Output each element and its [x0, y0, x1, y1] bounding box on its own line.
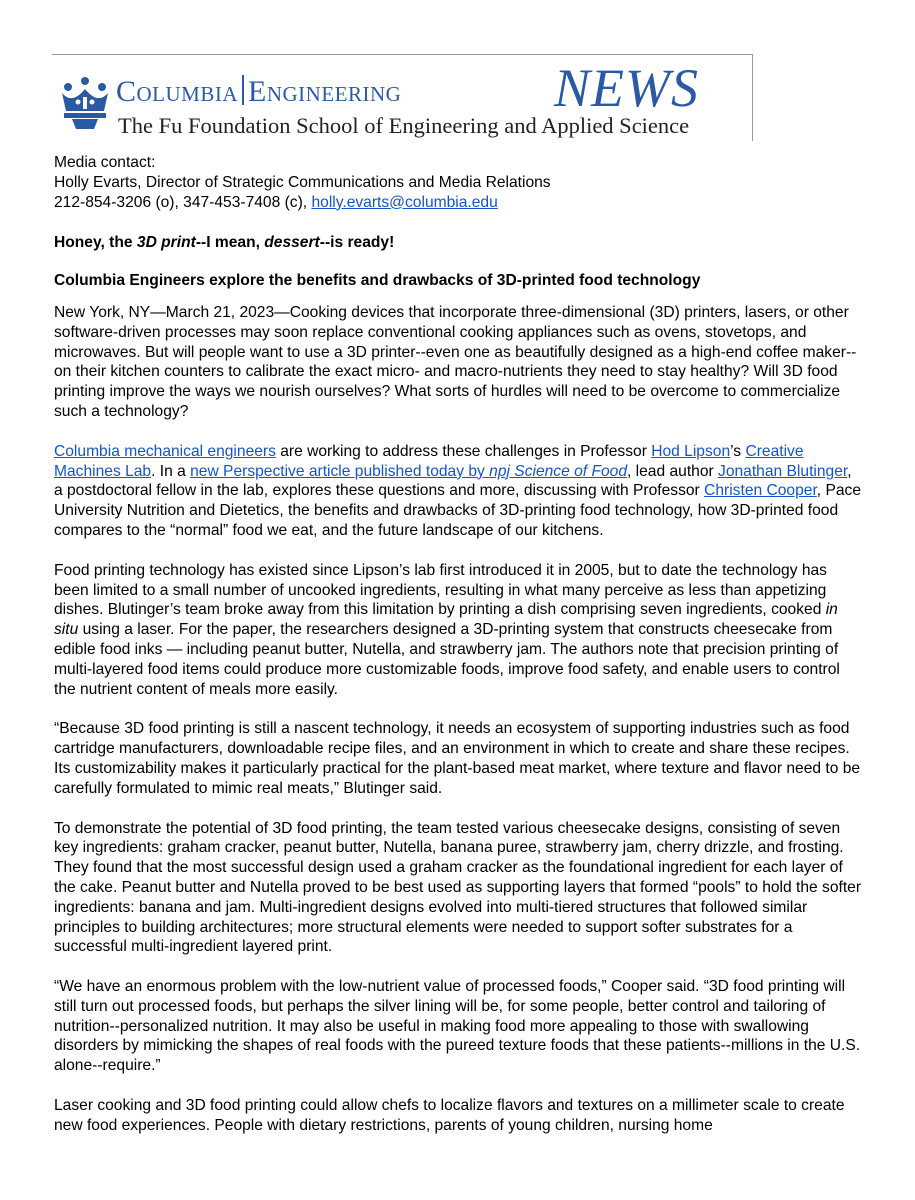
paragraph-intro: New York, NY—March 21, 2023—Cooking devices that incorporate three-dimensional (3D) printers, lasers, or other software-driven processes may soon replace conventional cooking appliances such as ovens, stovetops, and microwaves. But will people want to use a 3D printer--even one as beautifully designed as a high-end coffee maker--on their kitchen counters to calibrate the exact micro- and macro-nutrients they need to stay healthy? Will 3D food printing improve the ways we nourish ourselves? What sorts of hurdles will need to be overcome to commercialize such a technology?: [54, 303, 857, 420]
school-tagline: The Fu Foundation School of Engineering and Applied Science: [118, 113, 690, 138]
paragraph-laser-cooking: Laser cooking and 3D food printing could allow chefs to localize flavors and textures on a millimeter scale to create new food experiences. People with dietary restrictions, parents of young children, nursing home: [54, 1097, 845, 1134]
text-run: using a laser. For the paper, the researchers designed a 3D-printing system that constructs cheesecake from edible food inks — including peanut butter, Nutella, and strawberry jam. The authors note that precision printing of multi-layered food items could produce more customizable foods, improve food safety, and enable users to control the nutrient content of meals more easily.: [54, 621, 840, 698]
text-run: , a postdoctoral fellow in the lab, explores these questions and more, discussing with Professor: [54, 462, 852, 500]
wordmark-engineering: Engineering: [248, 75, 402, 108]
headline-part: --I mean,: [195, 234, 265, 252]
paragraph-blutinger-quote: “Because 3D food printing is still a nascent technology, it needs an ecosystem of supporting industries such as food cartridge manufacturers, downloadable recipe files, and an environment in which to create and share these recipes. Its customizability makes it particularly practical for the plant-based meat market, where texture and flavor need to be carefully formulated to mimic real meats,” Blutinger said.: [54, 720, 861, 797]
link-hod-lipson[interactable]: Hod Lipson: [651, 442, 731, 460]
link-perspective-article[interactable]: [190, 463, 627, 480]
link-text: new Perspective article published today by: [190, 462, 490, 480]
wordmark-columbia: Columbia: [116, 75, 239, 108]
columbia-engineering-wordmark: [116, 75, 401, 109]
contact-name: Holly Evarts, Director of Strategic Communications and Media Relations: [54, 173, 551, 191]
text-run: , Pace University Nutrition and Dietetics, the benefits and drawbacks of 3D-printing food technology, how 3D-printed food compares to the “normal” food we eat, and the future landscape of our kitchens.: [54, 482, 861, 539]
headline-italic: 3D print: [136, 234, 196, 252]
text-italic: in situ: [54, 601, 838, 639]
headline-part: Honey, the: [54, 234, 137, 252]
wordmark-news: NEWS: [554, 58, 699, 118]
paragraph-lab: [54, 442, 862, 541]
text-run: . In a: [151, 462, 191, 480]
link-christen-cooper[interactable]: Christen Cooper: [704, 482, 817, 500]
link-creative-machines-lab[interactable]: Creative Machines Lab: [54, 442, 804, 480]
subheadline: Columbia Engineers explore the benefits and drawbacks of 3D-printed food technology: [54, 272, 701, 290]
text-run: , lead author: [627, 462, 719, 480]
paragraph-cooper-quote: “We have an enormous problem with the low-nutrient value of processed foods,” Cooper said. “3D food printing will still turn out processed foods, but perhaps the silver lining will be, for some people, better control and tailoring of nutrition--personalized nutrition. It may also be useful in making food more appealing to those with swallowing disorders by mimicking the shapes of real foods with the pureed texture foods that these patients--millions in the U.S. alone--require.”: [54, 978, 861, 1075]
link-columbia-mechanical-engineers[interactable]: Columbia mechanical engineers: [54, 442, 276, 460]
wordmark-divider: [242, 75, 244, 105]
text-run: Food printing technology has existed since Lipson’s lab first introduced it in 2005, but to date the technology has been limited to a small number of uncooked ingredients, resulting in what many perceive as less than appetizing dishes. Blutinger’s team broke away from this limitation by printing a dish comprising seven ingredients, cooked: [54, 561, 827, 619]
link-text-italic: npj Science of Food: [489, 462, 627, 480]
media-contact: [54, 153, 862, 212]
paragraph-history: [54, 561, 862, 700]
text-run: are working to address these challenges in Professor: [275, 442, 652, 460]
columbia-crown-logo-icon: [58, 75, 112, 135]
paragraph-cheesecake-designs: To demonstrate the potential of 3D food printing, the team tested various cheesecake designs, consisting of seven key ingredients: graham cracker, peanut butter, Nutella, banana puree, strawberry jam, cherry drizzle, and frosting. They found that the most successful design used a graham cracker as the foundational ingredient for each layer of the cake. Peanut butter and Nutella proved to be best used as supporting layers that formed “pools” to hold the softer ingredients: banana and jam. Multi-ingredient designs evolved into multi-tiered structures that followed similar principles to building architectures; more structural elements were needed to support softer substrates for a successful multi-ingredient layered print.: [54, 819, 862, 956]
press-release-body: [54, 153, 862, 1156]
headline-italic: dessert: [264, 234, 320, 252]
link-jonathan-blutinger[interactable]: Jonathan Blutinger: [718, 462, 848, 480]
headline: [54, 233, 862, 253]
masthead-banner: [52, 54, 753, 141]
contact-phones: 212-854-3206 (o), 347-453-7408 (c),: [54, 193, 312, 211]
contact-label: Media contact:: [54, 154, 156, 171]
contact-email-link[interactable]: holly.evarts@columbia.edu: [311, 193, 498, 211]
headline-part: --is ready!: [319, 234, 395, 252]
text-run: ’s: [730, 442, 746, 460]
